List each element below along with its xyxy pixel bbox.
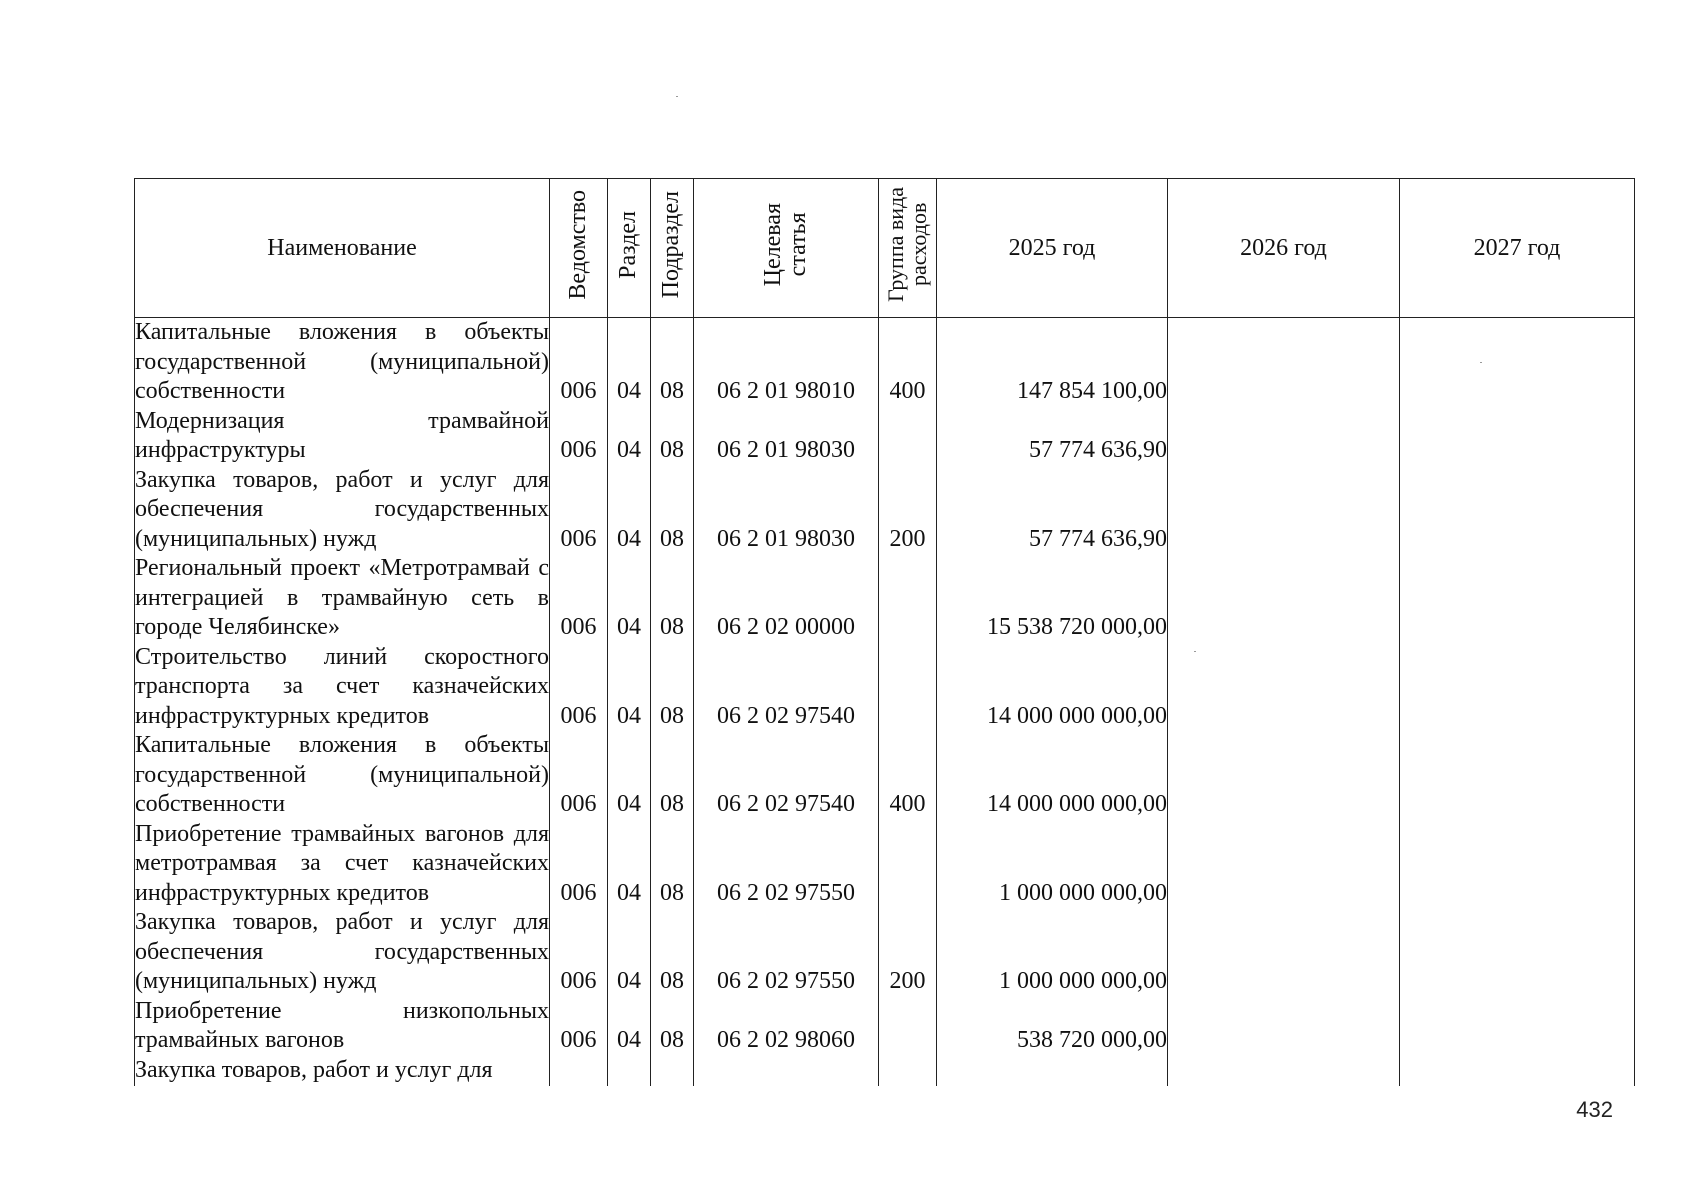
cell-y2026 — [1168, 643, 1400, 732]
cell-y2025: 1 000 000 000,00 — [937, 820, 1168, 909]
cell-y2025: 538 720 000,00 — [937, 997, 1168, 1056]
header-name: Наименование — [135, 179, 550, 318]
header-2025: 2025 год — [937, 179, 1168, 318]
cell-subsection: 08 — [651, 731, 694, 820]
header-2026: 2026 год — [1168, 179, 1400, 318]
table-row — [135, 820, 1635, 909]
cell-group — [879, 407, 937, 466]
cell-name: Закупка товаров, работ и услуг для — [135, 1056, 550, 1086]
cell-y2026 — [1168, 318, 1400, 407]
cell-group: 400 — [879, 318, 937, 407]
cell-department — [550, 1056, 608, 1086]
cell-section — [608, 1056, 651, 1086]
cell-name: Закупка товаров, работ и услуг для обеспечения государственных (муниципальных) нужд — [135, 466, 550, 555]
cell-y2027 — [1400, 407, 1635, 466]
cell-section: 04 — [608, 466, 651, 555]
cell-target: 06 2 02 00000 — [694, 554, 879, 643]
cell-target: 06 2 02 97550 — [694, 908, 879, 997]
page-number: 432 — [1576, 1097, 1613, 1122]
cell-y2026 — [1168, 1056, 1400, 1086]
cell-group — [879, 820, 937, 909]
cell-subsection — [651, 1056, 694, 1086]
cell-group: 400 — [879, 731, 937, 820]
cell-target: 06 2 02 97540 — [694, 731, 879, 820]
table-body — [135, 318, 1635, 1086]
cell-target: 06 2 01 98010 — [694, 318, 879, 407]
budget-table — [134, 178, 1635, 1086]
cell-subsection: 08 — [651, 908, 694, 997]
cell-y2027 — [1400, 318, 1635, 407]
cell-subsection: 08 — [651, 997, 694, 1056]
cell-y2026 — [1168, 997, 1400, 1056]
cell-department: 006 — [550, 407, 608, 466]
scan-speck — [676, 96, 678, 97]
header-subsection: Подраздел — [651, 179, 694, 318]
cell-target: 06 2 01 98030 — [694, 466, 879, 555]
table-row — [135, 318, 1635, 407]
header-department: Ведомство — [550, 179, 608, 318]
cell-target: 06 2 02 97540 — [694, 643, 879, 732]
cell-department: 006 — [550, 643, 608, 732]
cell-department: 006 — [550, 908, 608, 997]
cell-name: Приобретение низкопольных трамвайных вагонов — [135, 997, 550, 1056]
cell-y2025 — [937, 1056, 1168, 1086]
header-section: Раздел — [608, 179, 651, 318]
cell-y2025: 147 854 100,00 — [937, 318, 1168, 407]
cell-department: 006 — [550, 997, 608, 1056]
cell-department: 006 — [550, 466, 608, 555]
cell-y2026 — [1168, 554, 1400, 643]
cell-y2025: 57 774 636,90 — [937, 466, 1168, 555]
cell-name: Модернизация трамвайной инфраструктуры — [135, 407, 550, 466]
cell-group: 200 — [879, 466, 937, 555]
cell-y2025: 14 000 000 000,00 — [937, 643, 1168, 732]
table-row — [135, 554, 1635, 643]
cell-y2026 — [1168, 908, 1400, 997]
cell-group — [879, 554, 937, 643]
cell-name: Региональный проект «Метротрамвай с интеграцией в трамвайную сеть в городе Челябинске» — [135, 554, 550, 643]
table-row — [135, 997, 1635, 1056]
table-row — [135, 643, 1635, 732]
cell-section: 04 — [608, 731, 651, 820]
cell-subsection: 08 — [651, 466, 694, 555]
cell-section: 04 — [608, 554, 651, 643]
cell-y2027 — [1400, 554, 1635, 643]
cell-y2025: 57 774 636,90 — [937, 407, 1168, 466]
table-row — [135, 407, 1635, 466]
cell-department: 006 — [550, 318, 608, 407]
cell-y2027 — [1400, 643, 1635, 732]
cell-y2025: 14 000 000 000,00 — [937, 731, 1168, 820]
header-target-article: Целевая статья — [694, 179, 879, 318]
cell-target: 06 2 02 97550 — [694, 820, 879, 909]
cell-section: 04 — [608, 643, 651, 732]
cell-target — [694, 1056, 879, 1086]
cell-section: 04 — [608, 997, 651, 1056]
header-2027: 2027 год — [1400, 179, 1635, 318]
cell-target: 06 2 01 98030 — [694, 407, 879, 466]
cell-y2026 — [1168, 731, 1400, 820]
cell-name: Капитальные вложения в объекты государственной (муниципальной) собственности — [135, 731, 550, 820]
cell-group — [879, 997, 937, 1056]
cell-name: Строительство линий скоростного транспорта за счет казначейских инфраструктурных кредитов — [135, 643, 550, 732]
cell-y2025: 15 538 720 000,00 — [937, 554, 1168, 643]
table-row — [135, 1056, 1635, 1086]
cell-name: Капитальные вложения в объекты государственной (муниципальной) собственности — [135, 318, 550, 407]
cell-department: 006 — [550, 820, 608, 909]
cell-y2026 — [1168, 820, 1400, 909]
cell-name: Закупка товаров, работ и услуг для обеспечения государственных (муниципальных) нужд — [135, 908, 550, 997]
cell-section: 04 — [608, 908, 651, 997]
cell-subsection: 08 — [651, 820, 694, 909]
cell-name: Приобретение трамвайных вагонов для метротрамвая за счет казначейских инфраструктурных кредитов — [135, 820, 550, 909]
cell-y2027 — [1400, 997, 1635, 1056]
cell-subsection: 08 — [651, 318, 694, 407]
table-row — [135, 908, 1635, 997]
table-row — [135, 731, 1635, 820]
cell-y2027 — [1400, 466, 1635, 555]
cell-y2027 — [1400, 820, 1635, 909]
cell-y2026 — [1168, 466, 1400, 555]
cell-y2027 — [1400, 731, 1635, 820]
cell-target: 06 2 02 98060 — [694, 997, 879, 1056]
cell-section: 04 — [608, 820, 651, 909]
cell-department: 006 — [550, 554, 608, 643]
cell-subsection: 08 — [651, 407, 694, 466]
cell-section: 04 — [608, 407, 651, 466]
cell-group — [879, 643, 937, 732]
cell-y2026 — [1168, 407, 1400, 466]
cell-group: 200 — [879, 908, 937, 997]
cell-y2027 — [1400, 908, 1635, 997]
cell-y2027 — [1400, 1056, 1635, 1086]
cell-section: 04 — [608, 318, 651, 407]
cell-subsection: 08 — [651, 554, 694, 643]
cell-department: 006 — [550, 731, 608, 820]
cell-group — [879, 1056, 937, 1086]
cell-y2025: 1 000 000 000,00 — [937, 908, 1168, 997]
table-header — [135, 179, 1635, 318]
header-expense-group: Группа вида расходов — [879, 179, 937, 318]
cell-subsection: 08 — [651, 643, 694, 732]
table-row — [135, 466, 1635, 555]
